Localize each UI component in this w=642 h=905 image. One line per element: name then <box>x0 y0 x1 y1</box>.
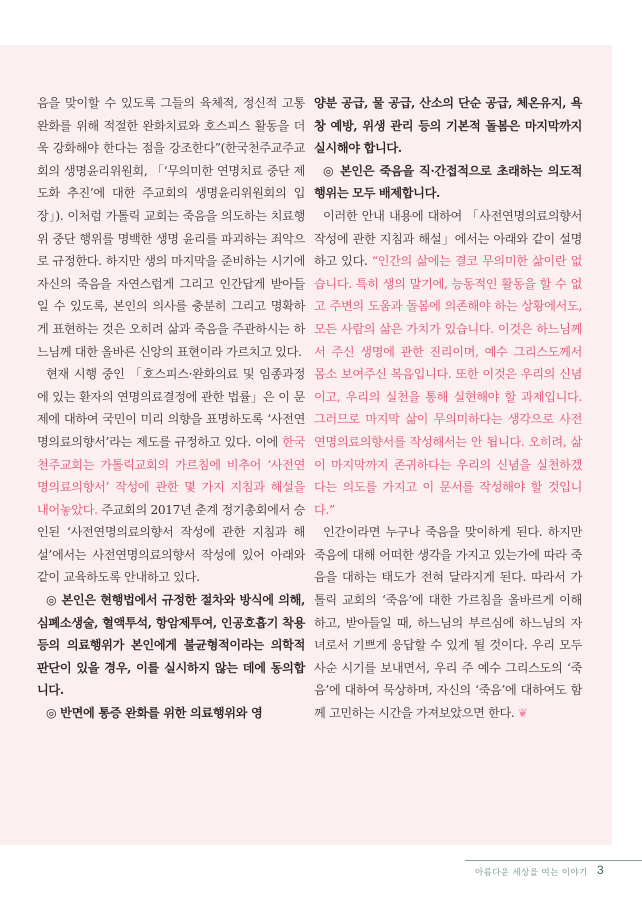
footer-divider <box>465 860 642 861</box>
right-column <box>314 92 582 725</box>
text-run: 주교회의 2017년 춘계 정기총회에서 승인된 ‘사전연명의료의향서 작성에 관한 지침과 해설’에서는 사전연명의료의향서 작성에 있어 아래와 같이 교육하도록 안내하고 있다. <box>37 502 305 585</box>
paragraph <box>314 521 582 724</box>
left-column <box>37 92 305 725</box>
footer-tagline: 아름다운 세상을 여는 이야기 <box>475 868 588 878</box>
paragraph: 음을 맞이할 수 있도록 그들의 육체적, 정신적 고통 완화를 위해 적절한 완화치료와 호스피스 활동을 더욱 강화해야 한다는 점을 강조한다”(한국천주교주교회의 생명윤리위원회, 「‘무의미한 연명치료 중단 제도화 추진’에 대한 주교회의 생명윤리위원회의 입장」). 이처럼 가톨릭 교회는 죽음을 의도하는 치료행위 중단 행위를 명백한 생명 윤리를 파괴하는 죄악으로 규정한다. 하지만 생의 마지막을 준비하는 시기에 자신의 죽음을 자연스럽게 그리고 인간답게 받아들일 수 있도록, 본인의 의사를 충분히 그리고 명확하게 표현하는 것은 오히려 삶과 죽음을 주관하시는 하느님께 대한 올바른 신앙의 표현이라 가르치고 있다. <box>37 96 305 359</box>
text-run: 현재 시행 중인 「호스피스·완화의료 및 임종과정에 있는 환자의 연명의료결정에 관한 법률」은 이 문제에 대하여 국민이 미리 의향을 표명하도록 ‘사전연명의료의향서’라는 제도를 규정하고 있다. 이에 <box>37 367 305 449</box>
highlighted-quote: “인간의 삶에는 결코 무의미한 삶이란 없습니다. 특히 생의 말기에, 능동적인 활동을 할 수 없고 주변의 도움과 돌봄에 의존해야 하는 상황에서도, 모든 사람의 삶은 가치가 있습니다. 이것은 하느님께서 주신 생명에 관한 진리이며, 예수 그리스도께서 몸소 보여주신 복음입니다. 또한 이것은 우리의 신념이고, 우리의 실천을 통해 실현해야 할 과제입니다. 그러므로 마지막 삶이 무의미하다는 생각으로 사전연명의료의향서를 작성해서는 안 됩니다. 오히려, 삶이 마지막까지 존귀하다는 우리의 신념을 실천하겠다는 의도를 가지고 이 문서를 작성해야 할 것입니다.” <box>314 254 582 517</box>
leaf-icon: ❦ <box>517 706 528 721</box>
text-run: 인간이라면 누구나 죽음을 맞이하게 된다. 하지만 죽음에 대해 어떠한 생각을 가지고 있는가에 따라 죽음을 대하는 태도가 전혀 달라지게 된다. 따라서 가톨릭 교회의 ‘죽음’에 대한 가르침을 올바르게 이해하고, 받아들일 때, 하느님의 부르심에 하느님의 자녀로서 기쁘게 응답할 수 있게 될 것이다. 우리 모두 사순 시기를 보내면서, 우리 주 예수 그리스도의 ‘죽음’에 대하여 묵상하며, 자신의 ‘죽음’에 대하여도 함께 고민하는 시간을 가져보았으면 한다. <box>314 525 582 721</box>
paragraph <box>314 205 582 521</box>
paragraph <box>37 363 305 589</box>
page-number: 3 <box>597 863 604 877</box>
highlighted-text: 한국 천주교회는 가톨릭교회의 가르침에 비추어 ‘사전연명의료의향서’ 작성에 관한 몇 가지 지침과 해설을 내어놓았다. <box>37 434 305 517</box>
text-run: 이러한 안내 내용에 대하여 「사전연명의료의향서 작성에 관한 지침과 해설」에서는 아래와 같이 설명하고 있다. <box>314 208 582 269</box>
bold-paragraph: ◎ 본인은 죽음을 직·간접적으로 초래하는 의도적 행위는 모두 배제합니다. <box>314 163 582 201</box>
bold-paragraph: 양분 공급, 물 공급, 산소의 단순 공급, 체온유지, 욕창 예방, 위생 관리 등의 기본적 돌봄은 마지막까지 실시해야 합니다. <box>314 96 582 156</box>
bold-paragraph: ◎ 반면에 통증 완화를 위한 의료행위와 영 <box>46 706 263 721</box>
bold-paragraph: ◎ 본인은 현행법에서 규정한 절차와 방식에 의해, 심폐소생술, 혈액투석, 항암제투여, 인공호흡기 착용 등의 의료행위가 본인에게 불균형적이라는 의학적 판단이 있을 경우, 이를 실시하지 않는 데에 동의합니다. <box>37 593 305 698</box>
